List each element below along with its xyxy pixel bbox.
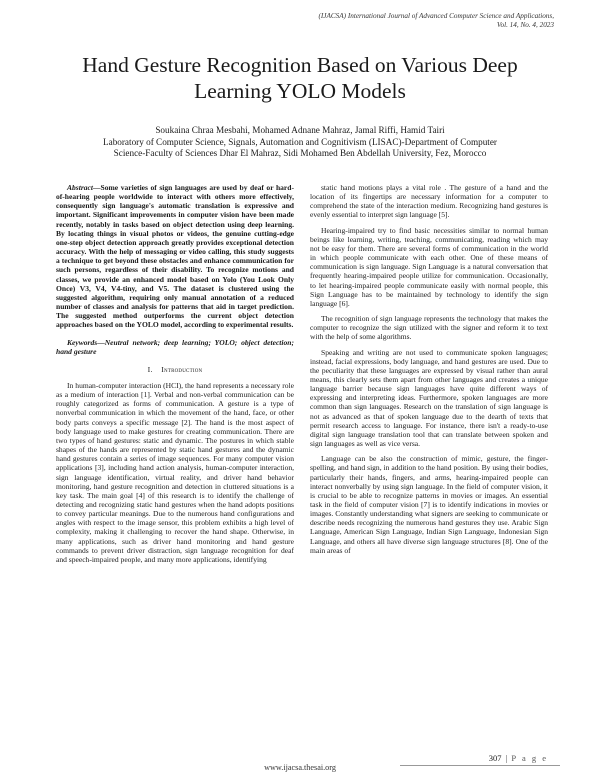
intro-paragraph-3: Hearing-impaired try to find basic necessities similar to normal human beings like learning, writing, teaching, communicating, reading which may not be easy for them. There are several forms of communication in the world in which people communicate with each other. One of these means of communication is sign language. Sign Language is a natural conversation that frequently hearing-impaired people utilize for communication. Occasionally, to let hearing-impaired people communicate easily with normal people, this Sign Language has to be maintained by technology to identify the sign language [6]. [310,225,548,308]
journal-volume: Vol. 14, No. 4, 2023 [496,21,554,29]
author-list: Soukaina Chraa Mesbahi, Mohamed Adnane Mahraz, Jamal Riffi, Hamid Tairi [155,125,445,135]
intro-paragraph-4: The recognition of sign language represents the technology that makes the computer to recognize the sign utilized with the signer and reform it to text with the help of some algorithms. [310,314,548,342]
affiliation-line-2: Science-Faculty of Sciences Dhar El Mahraz, Sidi Mohamed Ben Abdellah University, Fez, Morocco [113,148,487,158]
abstract [56,183,294,330]
left-column [56,183,294,564]
affiliation [40,137,560,160]
keywords: Keywords—Neutral network; deep learning; YOLO; object detection; hand gesture [56,337,294,356]
page-separator: | [505,753,508,763]
author-block [40,125,560,160]
page-number [489,753,548,763]
abstract-text: Some varieties of sign languages are used by deaf or hard-of-hearing people worldwide to interact with others more effectively, consequently sign language's automatic translation is expressive and important. Significant improvements in computer vision have been made recently, notably in tasks based on object detection using deep learning. By locating things in visual photos or videos, the genuine cutting-edge one-step object detection approach greatly provides exceptional detection accuracy. With the help of messaging or video calling, this study suggests a technique to get beyond these obstacles and enhance communication for such persons, regardless of their disability. To recognize motions and classes, we provide an enhanced model based on Yolo (You Look Only Once) V3, V4, V4-tiny, and V5. The dataset is clustered using the suggested algorithm, requiring only manual annotation of a reduced number of classes and analysis for patterns that aid in target prediction. The suggested method outperforms the current object detection approaches based on the YOLO model, according to experimental results. [56,183,294,330]
journal-header [194,12,554,30]
affiliation-line-1: Laboratory of Computer Science, Signals, Automation and Cognitivism (LISAC)-Department of Computer [103,136,497,147]
footer-url: www.ijacsa.thesai.org [264,763,336,772]
intro-paragraph-5: Speaking and writing are not used to communicate spoken languages; instead, facial expressions, body language, and hand gestures are used. Due to the peculiarity that these languages are expressed by visual rather than aural means, this clearly sets them apart from other languages and creates a unique language barrier because sign languages have quite different ways of expressing and interpreting ideas. Furthermore, spoken languages are more common than sign languages. Research on the translation of sign language is not as advanced as that of spoken language due to the dearth of texts that permit research access to language. For instance, there isn't a ready-to-use digital sign language translation tool that can translate between spoken and sign languages as well as vice versa. [310,347,548,449]
journal-name: (IJACSA) International Journal of Advanced Computer Science and Applications, [318,12,554,20]
paper-title-line-1: Hand Gesture Recognition Based on Various Deep [82,53,518,77]
section-title: Introduction [161,364,203,374]
paper-title [40,52,560,104]
intro-paragraph-6: Language can be also the construction of mimic, gesture, the finger-spelling, and hand sign, in addition to the hand position. By using their bodies, particularly their hands, fingers, and arms, hearing-impaired people can interact nonverbally by using sign language. In the field of computer vision, it is crucial to be able to recognize patterns in movies or images. An essential task in the field of computer vision [7] is to identify indications in movies or images. Constantly understanding what signers are seeking to communicate or describe needs recognizing the numerous hand gestures they use. Arabic Sign Language, American Sign Language, Indian Sign Language, Indonesian Sign Language, and others all have diverse sign language structures [8]. One of the main areas of [310,454,548,555]
paper-title-line-2: Learning YOLO Models [194,79,406,103]
right-column [310,183,548,555]
section-heading-introduction [56,365,294,374]
abstract-lead: Abstract— [67,183,101,192]
intro-paragraph-2: static hand motions plays a vital role . The gesture of a hand and the location of its fingertips are necessary information for a computer to comprehend the state of the interaction medium. Recognizing hand gestures is evenly essential to interpret sign language [5]. [310,183,548,220]
page-label: P a g e [511,753,548,763]
section-number: I. [147,364,153,374]
page-number-value: 307 [488,753,502,763]
intro-paragraph-1: In human-computer interaction (HCI), the hand represents a necessary role as a medium of interaction [1]. Verbal and non-verbal communication can be roughly categorized as forms of communication. A gesture is a type of nonverbal communication in which the movement of the hand, face, or other body parts conveys a specific message [2]. The hand is the most aspect of body language used to make gestures for creating communication. There are two types of hand gestures: static and dynamic. The postures in which stable shapes of the hands are represented by static hand gestures and the dynamic hand gestures contain a series of image sequences. For many computer vision applications [3], including hand action analysis, human-computer interaction, sign language identification, virtual reality, and driver hand behavior monitoring, hand gesture recognition and detection in cluttered situations is a key task. The main goal [4] of this research is to identify the challenge of detecting and recognizing static hand gestures when the hand adopts positions to convey particular meanings. Due to the numerous hand configurations and angles with respect to the image sensor, this problem exhibits a high level of complexity, making it challenging to recover the hand shape. Otherwise, in many applications, such as driver hand monitoring and hand gesture commands to prevent driver distraction, sign language recognition for deaf and speech-impaired people, and many more applications, identifying [56,380,294,564]
